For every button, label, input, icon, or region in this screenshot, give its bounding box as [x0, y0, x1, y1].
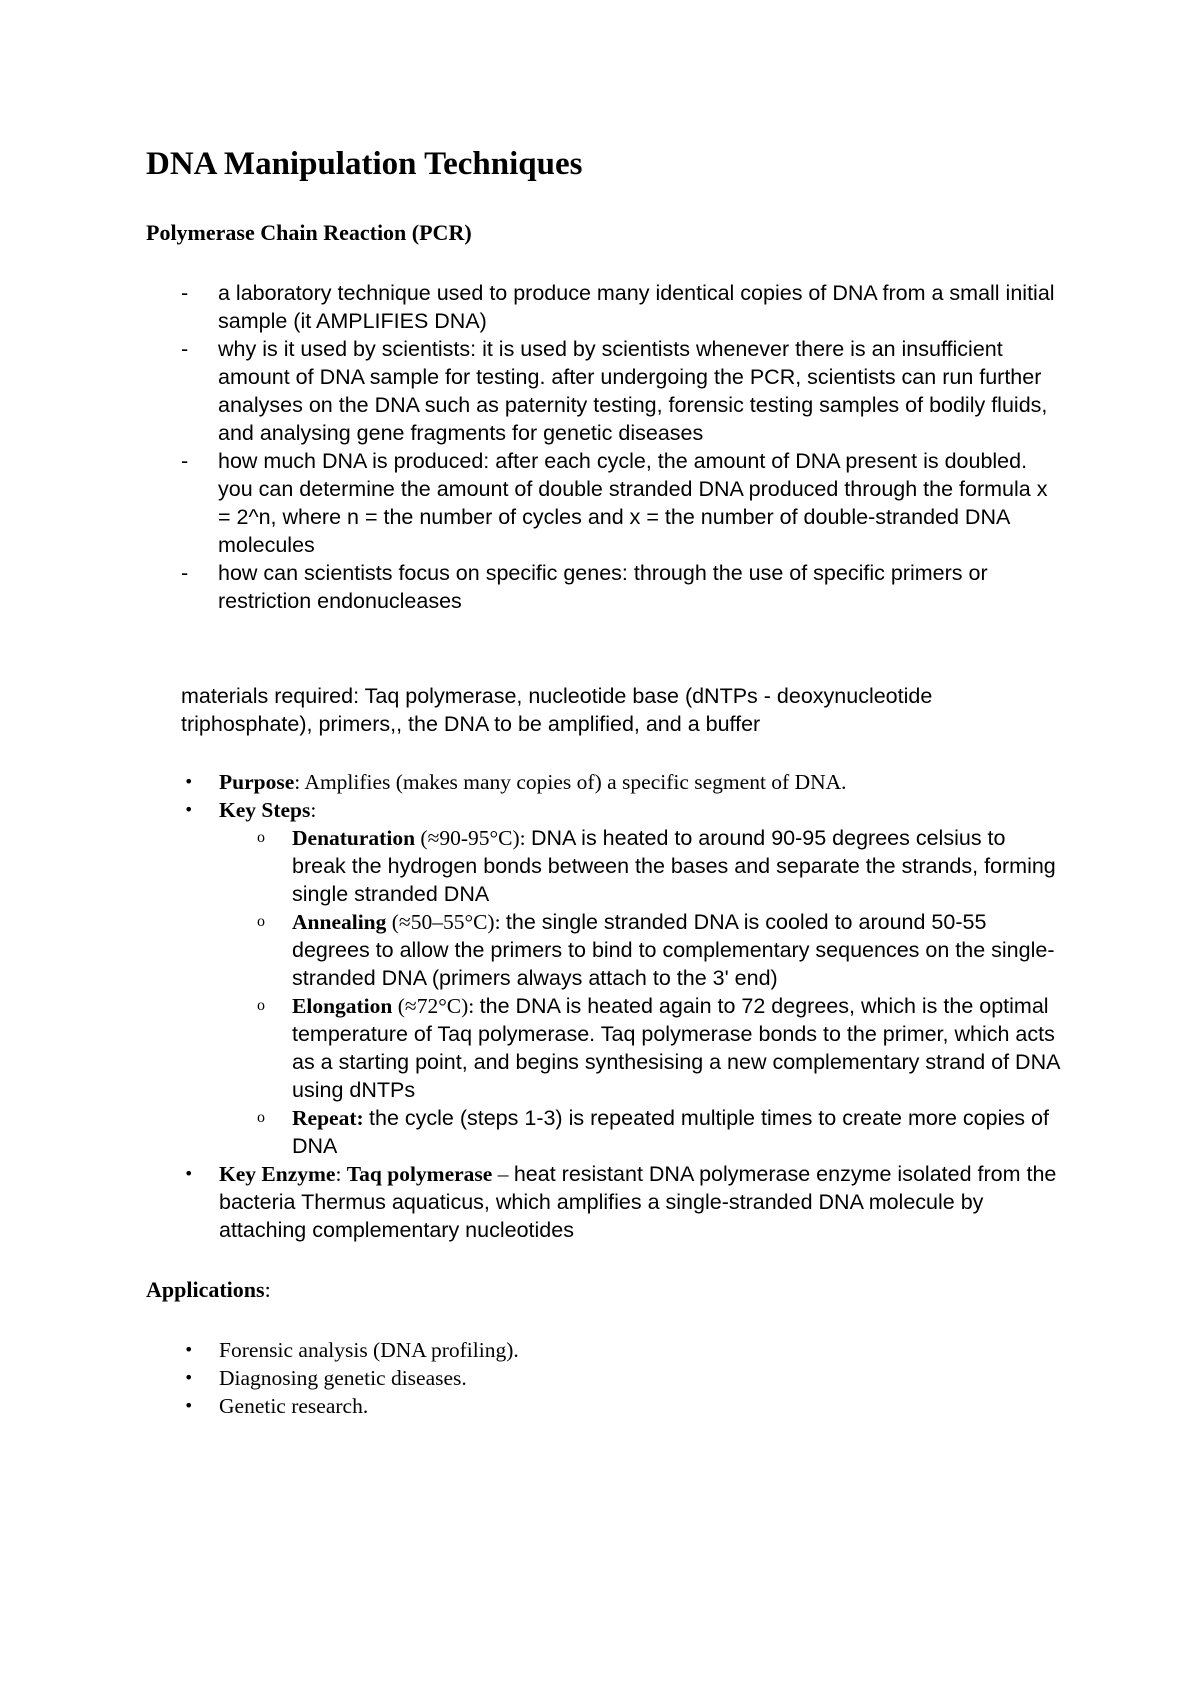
- list-item-text: how can scientists focus on specific genes: through the use of specific primers or restriction endonucleases: [218, 561, 988, 613]
- key-steps-label: Key Steps: [219, 798, 311, 822]
- purpose-label: Purpose: [219, 770, 295, 794]
- dash-marker: -: [181, 337, 189, 361]
- step-text: the DNA is heated again to 72 degrees, which is the optimal temperature of Taq polymerase. Taq polymerase bonds to the primer, which acts as a starting point, and begins synthesising a new complementary strand of DNA using dNTPs: [292, 994, 1060, 1102]
- dash-marker: -: [181, 561, 189, 585]
- step-text: the single stranded DNA is cooled to around 50-55 degrees to allow the primers to bind to complementary sequences on the single-stranded DNA (primers always attach to the 3' end): [292, 910, 1055, 990]
- bullet-marker: •: [184, 1396, 194, 1415]
- step-label: Repeat:: [292, 1106, 364, 1130]
- key-enzyme-label: Key Enzyme: [219, 1162, 336, 1186]
- application-text: Diagnosing genetic diseases.: [219, 1366, 467, 1390]
- list-item-text: a laboratory technique used to produce many identical copies of DNA from a small initial sample (it AMPLIFIES DNA): [218, 281, 1055, 333]
- enzyme-dash: –: [492, 1162, 514, 1186]
- sub-marker: o: [257, 1109, 265, 1126]
- applications-list: [184, 1336, 519, 1420]
- enzyme-description: heat resistant DNA polymerase enzyme isolated from the bacteria Thermus aquaticus, which amplifies a single-stranded DNA molecule by attaching complementary nucleotides: [219, 1162, 1057, 1242]
- list-item: [176, 559, 1056, 615]
- enzyme-name: Taq polymerase: [346, 1162, 493, 1186]
- sub-marker: o: [257, 997, 265, 1014]
- section-heading-pcr: Polymerase Chain Reaction (PCR): [146, 220, 472, 245]
- dash-marker: -: [181, 281, 189, 305]
- bullet-purpose: [184, 768, 1064, 796]
- bullet-marker: •: [184, 772, 194, 791]
- bullet-marker: •: [184, 1164, 194, 1183]
- steps-list: [219, 824, 1064, 1160]
- applications-label: Applications: [146, 1277, 265, 1302]
- step-temp: (≈90-95°C):: [415, 826, 531, 850]
- dash-marker: -: [181, 449, 189, 473]
- list-item: [184, 1364, 519, 1392]
- application-text: Genetic research.: [219, 1394, 369, 1418]
- step-item: [184, 908, 1064, 992]
- step-item: [184, 992, 1064, 1104]
- bullet-marker: •: [184, 1340, 194, 1359]
- bullet-marker: •: [184, 1368, 194, 1387]
- list-item: [176, 279, 1056, 335]
- sub-marker: o: [257, 913, 265, 930]
- step-text: the cycle (steps 1-3) is repeated multiple times to create more copies of DNA: [292, 1106, 1049, 1158]
- list-item: [176, 447, 1056, 559]
- application-text: Forensic analysis (DNA profiling).: [219, 1338, 519, 1362]
- sub-marker: o: [257, 829, 265, 846]
- step-temp: (≈50–55°C):: [386, 910, 506, 934]
- step-item: [184, 1104, 1064, 1160]
- list-item: [184, 1392, 519, 1420]
- list-item: [176, 335, 1056, 447]
- step-item: [184, 824, 1064, 908]
- step-text: DNA is heated to around 90-95 degrees celsius to break the hydrogen bonds between the bases and separate the strands, forming single stranded DNA: [292, 826, 1056, 906]
- bullet-key-steps: [184, 796, 1064, 1160]
- key-steps-suffix: :: [310, 798, 317, 822]
- step-temp: (≈72°C):: [392, 994, 480, 1018]
- list-item: [184, 1336, 519, 1364]
- step-label: Annealing: [292, 910, 387, 934]
- list-item-text: why is it used by scientists: it is used by scientists whenever there is an insufficient amount of DNA sample for testing. after undergoing the PCR, scientists can run further analyses on the DNA such as paternity testing, forensic testing samples of bodily fluids, and analysing gene fragments for genetic diseases: [218, 337, 1048, 445]
- bullet-key-enzyme: [184, 1160, 1064, 1244]
- pcr-bullet-list: [184, 768, 1064, 1244]
- applications-suffix: :: [264, 1277, 271, 1302]
- page-title: DNA Manipulation Techniques: [146, 146, 583, 182]
- materials-paragraph: materials required: Taq polymerase, nucleotide base (dNTPs - deoxynucleotide triphosphate), primers,, the DNA to be amplified, and a buffer: [181, 684, 933, 736]
- step-label: Denaturation: [292, 826, 416, 850]
- key-enzyme-colon: :: [335, 1162, 347, 1186]
- list-item-text: how much DNA is produced: after each cycle, the amount of DNA present is doubled. you can determine the amount of double stranded DNA produced through the formula x = 2^n, where n = the number of cycles and x = the number of double-stranded DNA molecules: [218, 449, 1048, 557]
- purpose-text: : Amplifies (makes many copies of) a specific segment of DNA.: [294, 770, 847, 794]
- applications-heading: [146, 1277, 271, 1303]
- bullet-marker: •: [184, 800, 194, 819]
- pcr-dash-list: [176, 279, 1056, 615]
- step-label: Elongation: [292, 994, 393, 1018]
